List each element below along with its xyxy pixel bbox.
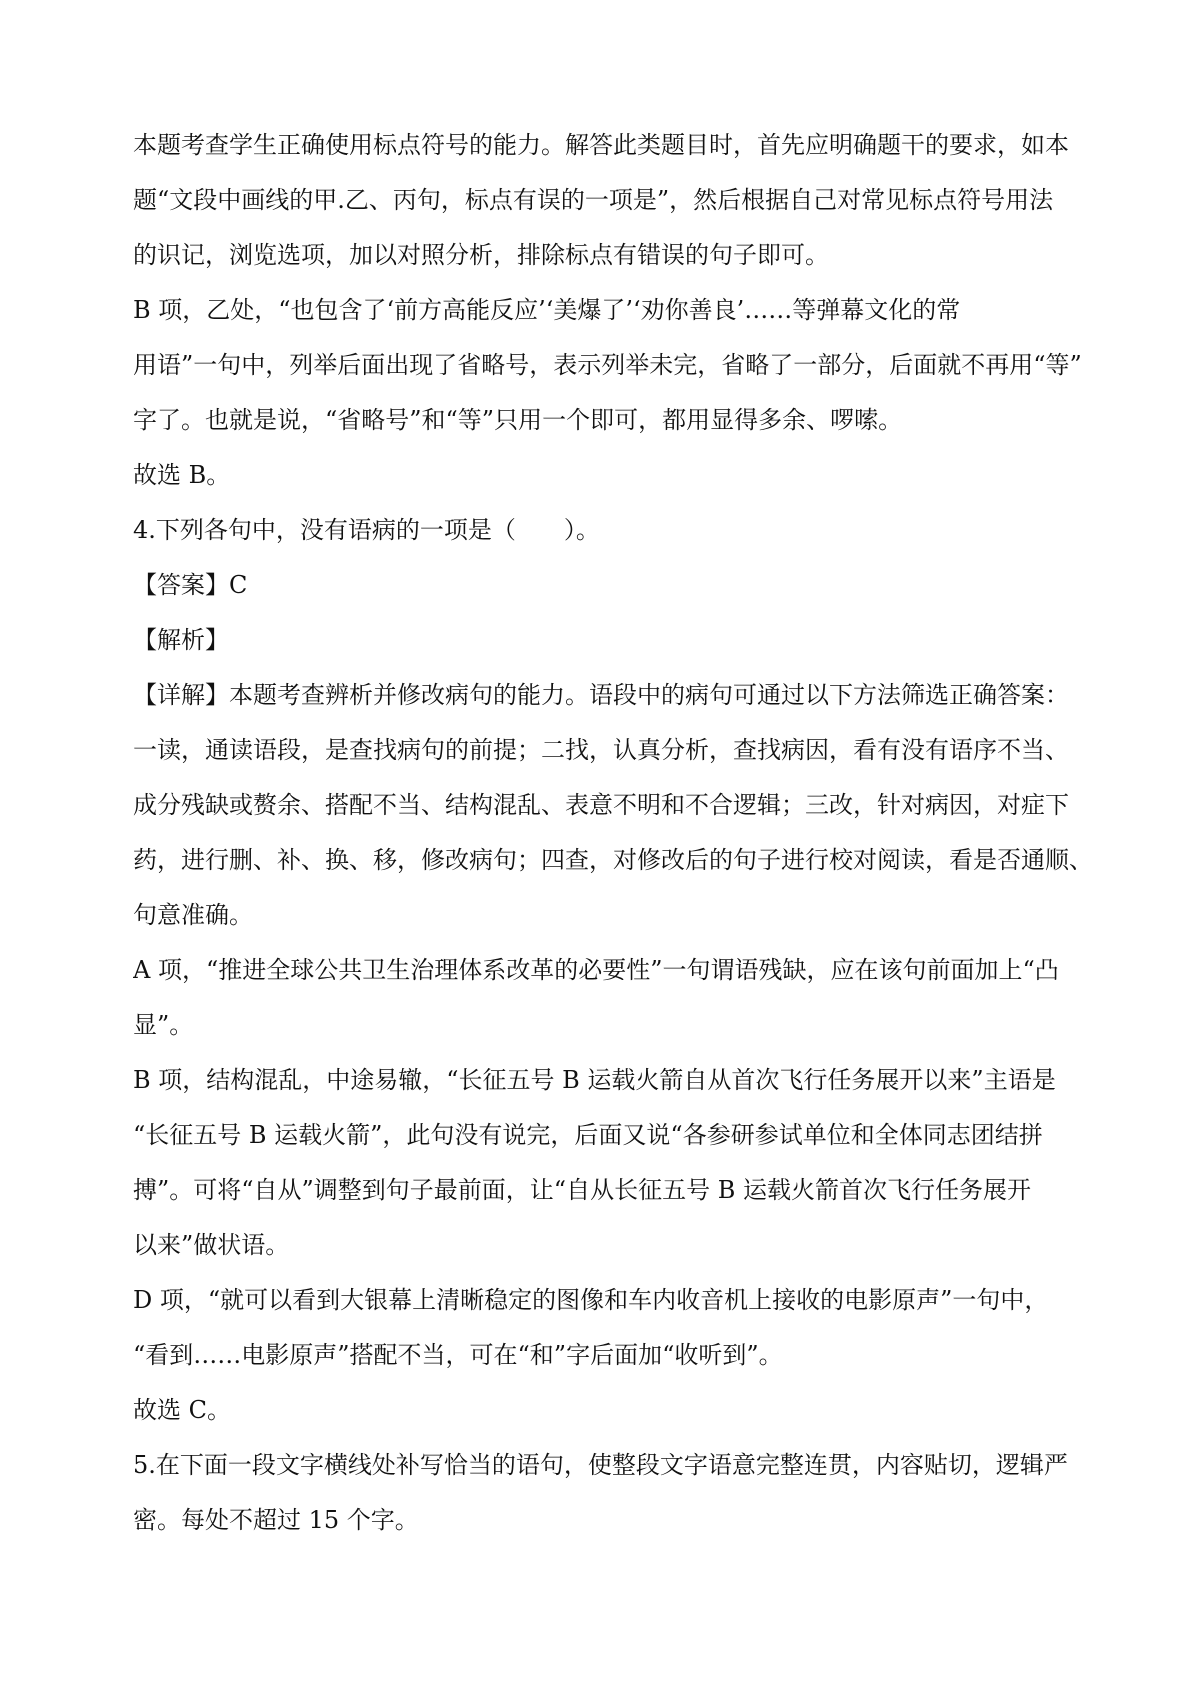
text-line: 故选 C。 bbox=[133, 1396, 231, 1424]
text-line: 一读，通读语段，是查找病句的前提；二找，认真分析，查找病因，看有没有语序不当、 bbox=[133, 736, 1069, 764]
text-line: 密。每处不超过 15 个字。 bbox=[133, 1506, 419, 1534]
text-line: 用语”一句中，列举后面出现了省略号，表示列举未完，省略了一部分，后面就不再用“等” bbox=[133, 351, 1082, 379]
text-line: 本题考查学生正确使用标点符号的能力。解答此类题目时，首先应明确题干的要求，如本 bbox=[133, 131, 1069, 159]
text-line: 【详解】本题考查辨析并修改病句的能力。语段中的病句可通过以下方法筛选正确答案： bbox=[133, 681, 1069, 709]
text-line: D 项，“就可以看到大银幕上清晰稳定的图像和车内收音机上接收的电影原声”一句中， bbox=[133, 1286, 1049, 1314]
text-line: 成分残缺或赘余、搭配不当、结构混乱、表意不明和不合逻辑；三改，针对病因，对症下 bbox=[133, 791, 1069, 819]
question-4: 4.下列各句中，没有语病的一项是（ ）。 bbox=[133, 516, 600, 544]
text-line: 的识记，浏览选项，加以对照分析，排除标点有错误的句子即可。 bbox=[133, 241, 829, 269]
text-line: “看到……电影原声”搭配不当，可在“和”字后面加“收听到”。 bbox=[133, 1341, 783, 1369]
text-line: “长征五号 B 运载火箭”，此句没有说完，后面又说“各参研参试单位和全体同志团结拼 bbox=[133, 1121, 1043, 1149]
question-5: 5.在下面一段文字横线处补写恰当的语句，使整段文字语意完整连贯，内容贴切，逻辑严 bbox=[133, 1451, 1068, 1479]
analysis-label: 【解析】 bbox=[133, 626, 229, 654]
text-line: 句意准确。 bbox=[133, 901, 253, 929]
text-line: 字了。也就是说，“省略号”和“等”只用一个即可，都用显得多余、啰嗦。 bbox=[133, 406, 903, 434]
text-line: 以来”做状语。 bbox=[133, 1231, 290, 1259]
text-line: 搏”。可将“自从”调整到句子最前面，让“自从长征五号 B 运载火箭首次飞行任务展开 bbox=[133, 1176, 1031, 1204]
text-line: 故选 B。 bbox=[133, 461, 231, 489]
text-line: 药，进行删、补、换、移，修改病句；四查，对修改后的句子进行校对阅读，看是否通顺、 bbox=[133, 846, 1093, 874]
text-line: A 项，“推进全球公共卫生治理体系改革的必要性”一句谓语残缺，应在该句前面加上“凸 bbox=[133, 956, 1059, 984]
text-line: 题“文段中画线的甲.乙、丙句，标点有误的一项是”，然后根据自己对常见标点符号用法 bbox=[133, 186, 1054, 214]
text-line: B 项，乙处，“也包含了‘前方高能反应’‘美爆了’‘劝你善良’……等弹幕文化的常 bbox=[133, 296, 961, 324]
text-line: B 项，结构混乱，中途易辙，“长征五号 B 运载火箭自从首次飞行任务展开以来”主语是 bbox=[133, 1066, 1056, 1094]
answer-label: 【答案】C bbox=[133, 571, 248, 599]
text-line: 显”。 bbox=[133, 1011, 194, 1039]
